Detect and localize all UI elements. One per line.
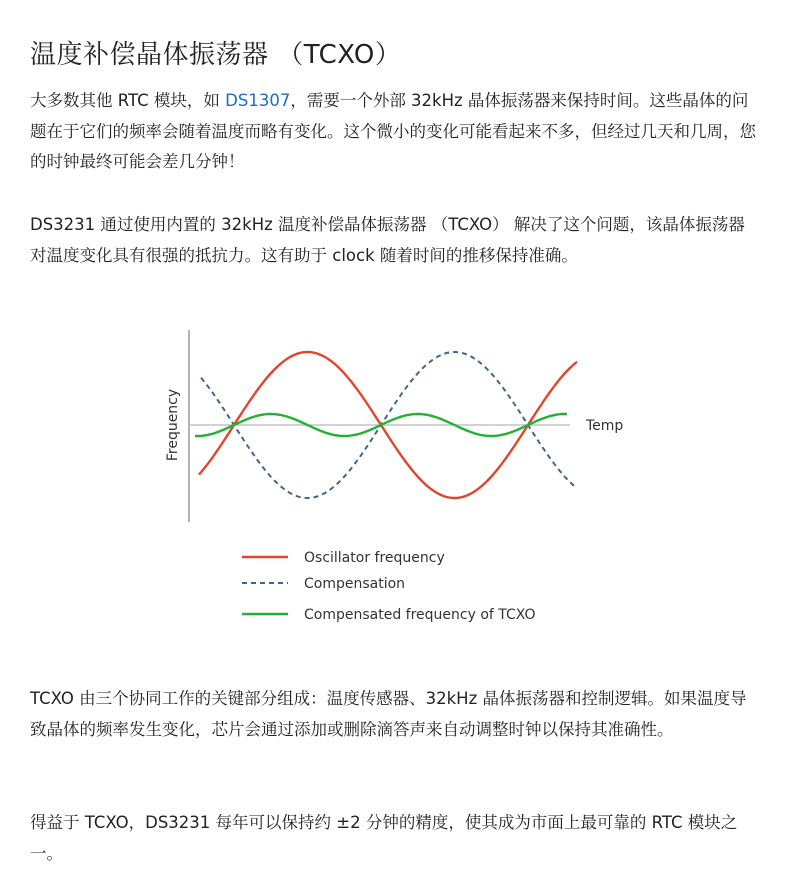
paragraph-tcxo-components: TCXO 由三个协同工作的关键部分组成：温度传感器、32kHz 晶体振荡器和控制逻辑。如果温度导致晶体的频率发生变化，芯片会通过添加或删除滴答声来自动调整时钟以保持其准确性。 [30, 689, 747, 739]
legend-label-compensation: Compensation [304, 576, 406, 592]
paragraph-intro-end: ，需要一个外部 32kHz 晶体振荡器来保持时间。这些晶体的问题在于它们的频率会随着温度而略有变化。这个微小的变化可能看起来不多，但经过几天和几周，您的时钟最终可能会差几分钟！ [30, 91, 756, 171]
paragraph-accuracy: 得益于 TCXO，DS3231 每年可以保持约 ±2 分钟的精度，使其成为市面上最可靠的 RTC 模块之一。 [30, 813, 738, 863]
ds1307-link[interactable]: DS1307 [225, 91, 291, 110]
paragraph-tcxo-solution: DS3231 通过使用内置的 32kHz 温度补偿晶体振荡器 （TCXO） 解决了这个问题，该晶体振荡器对温度变化具有很强的抵抗力。这有助于 clock 随着时间的推移保持准确。 [30, 215, 745, 265]
legend [242, 550, 536, 623]
paragraph-intro-start: 大多数其他 RTC 模块，如 [30, 91, 226, 110]
tcxo-diagram [150, 310, 630, 644]
legend-label-oscillator: Oscillator frequency [304, 550, 445, 566]
paragraph-intro [30, 86, 760, 178]
tcxo-diagram-svg [150, 310, 630, 640]
section-heading: 温度补偿晶体振荡器 （TCXO） [30, 40, 402, 70]
x-axis-label: Temp [586, 418, 624, 434]
y-axis-label: Frequency [165, 388, 181, 462]
legend-label-tcxo: Compensated frequency of TCXO [304, 607, 536, 623]
